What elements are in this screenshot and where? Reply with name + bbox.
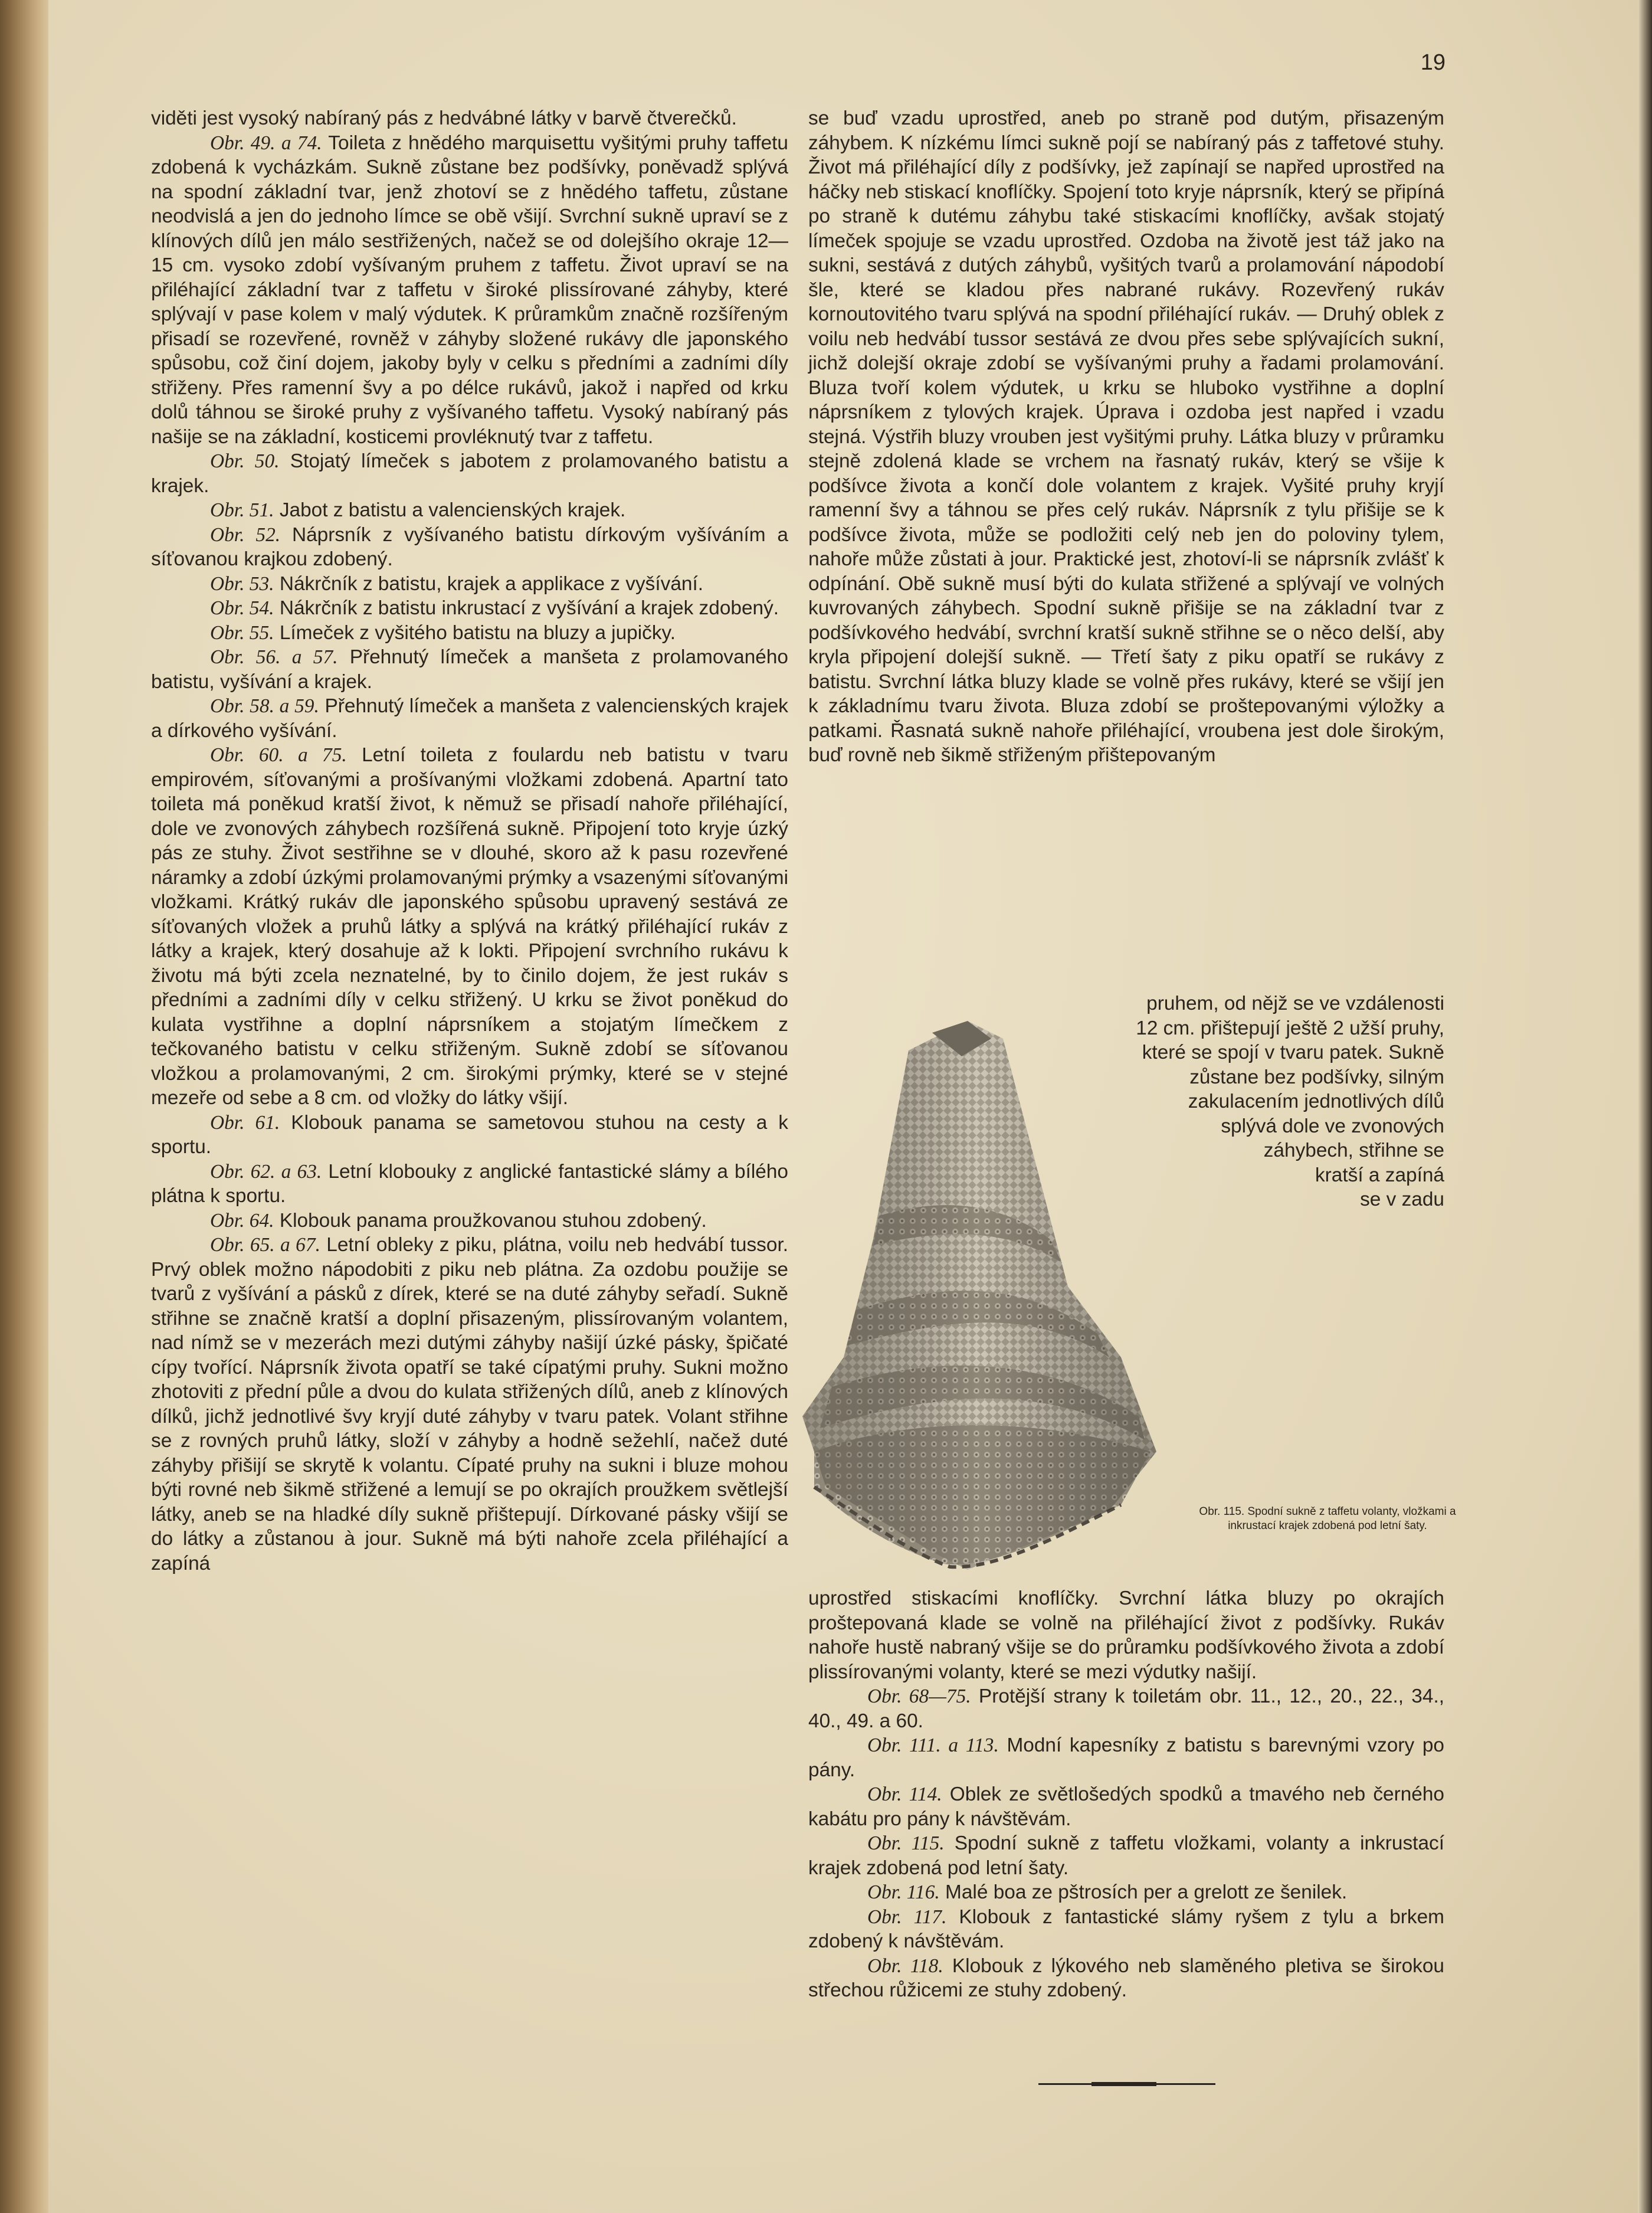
paragraph: se buď vzadu uprostřed, aneb po straně pod dutým, přisazeným záhybem. K nízkému límci sukně pojí se nabíraný pás z taffetové stuhy. Život má přiléhající díly z podšívky, jež zapínají se napřed uprostřed na háčky neb stiskací knoflíčky. Spojení toto kryje náprsník, který se připíná po straně k dutému záhybu také stiskacími knoflíčky, avšak stojatý límeček spojuje se vzadu uprostřed. Ozdoba na životě jest táž jako na sukni, sestává z dutých záhybů, vyšitých tvarů a prolamování nápodobí šle, které se kladou přes nabrané rukávy. Rozevřený rukáv kornoutovitého tvaru splývá na spodní přiléhající rukáv. — Druhý oblek z voilu neb hedvábí tussor sestává ze dvou přes sebe splývajících sukní, jichž dolejší okraje zdobí se vyšívanými pruhy a řadami prolamování. Bluza tvoří kolem výdutek, u krku se hluboko vystřihne a doplní náprsníkem z tylových krajek. Úprava i ozdoba jest napřed i vzadu stejná. Výstřih bluzy vrouben jest vyšitými pruhy. Látka bluzy v průramku stejně zdolená klade se vrchem na řasnatý rukáv, který se všije k podšívce života a končí dole volantem z krajek. Vyšité pruhy kryjí ramenní švy a táhnou se přes celý rukáv. Náprsník z tylu přišije se k podšívce života, může se podložiti celý neb jen do poloviny tylem, nahoře může zůstati à jour. Praktické jest, zhotoví-li se náprsník zvlášť k odpínání. Obě sukně musí býti do kulata střižené a splývají ve volných kuvrovaných záhybech. Spodní sukně přišije se na základní tvar z podšívkového hedvábí, svrchní kratší sukně střihne se o něco delší, aby kryla připojení dolejší sukně. — Třetí šaty z piku opatří se rukávy z batistu. Svrchní látka bluzy klade se volně přes rukávy, které se všijí jen k základnímu tvaru života. Bluza zdobí se proštepovanými výložky a patkami. Řasnatá sukně nahoře přiléhající, vroubena jest dole širokým, buď rovně neb šikmě střiženým přištepovaným (808, 107, 1444, 766)
figure-reference: Obr. 114. (867, 1783, 942, 1805)
paragraph-text: Protější strany k toiletám obr. 11., 12., 20., 22., 34., 40., 49. a 60. (808, 1685, 1444, 1732)
paragraph (151, 1209, 788, 1233)
wrap-line: splývá dole ve zvonových (1221, 1115, 1444, 1137)
figure-caption: Obr. 115. Spodní sukně z taffetu volanty, vložkami a inkrustací krajek zdobená pod letní šaty. (1199, 1505, 1456, 1532)
wrap-line: zakulacením jednotlivých dílů (1188, 1091, 1444, 1112)
paragraph-text: Stojatý límeček s jabotem z prolamovaného batistu a krajek. (151, 450, 788, 497)
paragraph-text: Klobouk z lýkového neb slaměného pletiva se širokou střechou růžicemi ze stuhy zdobený. (808, 1955, 1444, 2001)
figure-reference: Obr. 111. a 113. (867, 1734, 999, 1756)
paragraph (808, 1905, 1444, 1954)
wrap-line: kratší a zapíná (1315, 1164, 1444, 1186)
figure-reference: Obr. 49. a 74. (210, 132, 322, 154)
paragraph (151, 131, 788, 450)
paragraph (151, 1233, 788, 1576)
paragraph-text: Letní klobouky z anglické fantastické slámy a bílého plátna k sportu. (151, 1160, 789, 1207)
paragraph-text: Oblek ze světlošedých spodků a tmavého neb černého kabátu pro pány k návštěvám. (808, 1783, 1444, 1830)
figure-reference: Obr. 60. a 75. (210, 744, 347, 766)
paragraph-text: Malé boa ze pštrosích per a grelott ze šenilek. (939, 1881, 1348, 1903)
paragraph-text: Náprsník z vyšívaného batistu dírkovým vyšíváním a síťovanou krajkou zdobený. (151, 523, 788, 570)
wrap-line: zůstane bez podšívky, silným (1189, 1066, 1444, 1088)
figure-reference: Obr. 68—75. (867, 1685, 971, 1707)
paragraph (151, 694, 788, 743)
figure-reference: Obr. 64. (210, 1209, 274, 1232)
figure-reference: Obr. 117. (867, 1906, 947, 1928)
paragraph (151, 743, 788, 1111)
paragraph (808, 1586, 1444, 1684)
paragraph-text: Nákrčník z batistu, krajek a applikace z vyšívání. (274, 572, 704, 595)
wrap-line: které se spojí v tvaru patek. Sukně (1142, 1042, 1444, 1063)
paragraph-text: viděti jest vysoký nabíraný pás z hedvábné látky v barvě čtverečků. (151, 107, 737, 129)
figure-reference: Obr. 118. (867, 1955, 943, 1977)
paragraph-text: Jabot z batistu a valencienských krajek. (274, 499, 626, 521)
right-column-top (808, 106, 1444, 768)
paragraph-text: Spodní sukně z taffetu vložkami, volanty a inkrustací krajek zdobená pod letní šaty. (808, 1832, 1444, 1879)
paragraph (151, 1160, 788, 1209)
wrap-line: se v zadu (1360, 1189, 1444, 1210)
end-rule-ornament (1092, 2082, 1156, 2086)
figure-reference: Obr. 52. (210, 523, 281, 546)
paragraph (151, 621, 788, 646)
figure-reference: Obr. 51. (210, 499, 274, 521)
paragraph-text: Letní obleky z piku, plátna, voilu neb hedvábí tussor. Prvý oblek možno nápodobiti z piku neb plátna. Za ozdobu použije se tvarů z vyšívání a pásků z dírek, které se na duté záhyby seřadí. Sukně střihne se značně kratší a doplní přisazeným, plissírovaným volantem, nad nímž se v mezerách mezi dutými záhyby našijí úzké pásky, špičaté cípy tvořící. Náprsník života opatří se také cípatými pruhy. Sukni možno zhotoviti z přední půle a dvou do kulata střižených dílů, aneb z klínových dílků, jichž jednotlivé švy kryjí duté záhyby v tvaru patek. Volant střihne se z rovných pruhů látky, složí v záhyby a hodně sežehlí, načež duté záhyby přišijí se skrytě k volantu. Cípaté pruhy na sukni i bluze mohou býti rovné neb šikmě střižené a lemují se po okrajích proužkem světlejší látky, aneb se na hladké díly sukně přištepují. Dírkované pásky všijí se do látky a zůstanou à jour. Sukně má býti nahoře zcela přiléhající a zapíná (151, 1234, 788, 1574)
paragraph-text: Nákrčník z batistu inkrustací z vyšívání a krajek zdobený. (274, 597, 779, 619)
paragraph (151, 1111, 788, 1160)
figure-reference: Obr. 61. (210, 1111, 280, 1134)
figure-reference: Obr. 54. (210, 597, 274, 619)
paragraph (151, 449, 788, 498)
paragraph (808, 1684, 1444, 1733)
figure-reference: Obr. 53. (210, 572, 274, 595)
paragraph (151, 106, 788, 131)
paragraph-text: Modní kapesníky z batistu s barevnými vzory po pány. (808, 1734, 1444, 1781)
left-column (151, 106, 788, 1576)
figure-reference: Obr. 58. a 59. (210, 695, 319, 717)
paragraph (808, 1831, 1444, 1880)
figure-reference: Obr. 62. a 63. (210, 1160, 322, 1183)
paragraph-text: Límeček z vyšitého batistu na bluzy a jupičky. (274, 621, 676, 644)
figure-reference: Obr. 115. (867, 1832, 945, 1854)
right-column-bottom (808, 1586, 1444, 2003)
figure-reference: Obr. 50. (210, 450, 280, 472)
paragraph-text: Klobouk panama proužkovanou stuhou zdobený. (274, 1209, 707, 1232)
paragraph (808, 1954, 1444, 2003)
paragraph (808, 1733, 1444, 1782)
figure-reference: Obr. 116. (867, 1881, 940, 1903)
paragraph (808, 1880, 1444, 1905)
wrap-line: 12 cm. přištepují ještě 2 užší pruhy, (1136, 1017, 1444, 1039)
wrap-line: pruhem, od nějž se ve vzdálenosti (1146, 993, 1444, 1014)
figure-reference: Obr. 56. a 57. (210, 646, 338, 668)
paragraph-text: Letní toileta z foulardu neb batistu v tvaru empirovém, síťovanými a prošívanými vložkami zdobená. Apartní tato toileta má poněkud kratší život, k němuž se přisadí nahoře přiléhající, dole ve zvonových záhybech rozšířená sukně. Připojení toto kryje úzký pás ze stuhy. Život sestřihne se v dlouhé, skoro až k pasu rozevřené náramky a zdobí úzkými prolamovanými prýmky a vsazenými síťovanými vložkami. Krátký rukáv dle japonského spůsobu upravený sestává ze síťovaných vložek a pruhů látky a splývá na krátký přiléhající rukáv z látky a krajek, který dosahuje až k lokti. Připojení svrchního rukávu k životu má býti zcela neznatelné, by to činilo dojem, že jest rukáv s předními a zadními díly v celku střižený. U krku se život poněkud do kulata vystřihne a doplní náprsníkem a stojatým límečkem z tečkovaného batistu v celku střiženým. Sukně zdobí se síťovanou vložkou a prolamovanými, 2 cm. širokými prýmky, které se v stejné mezeře od sebe a 8 cm. od vložky do látky všijí. (151, 744, 788, 1109)
paragraph-text: Klobouk z fantastické slámy ryšem z tylu a brkem zdobený k návštěvám. (808, 1906, 1444, 1952)
paragraph (151, 645, 788, 694)
paragraph-text: Klobouk panama se sametovou stuhou na cesty a k sportu. (151, 1111, 788, 1158)
wrap-line: záhybech, střihne se (1263, 1140, 1444, 1161)
book-spine (0, 0, 48, 2213)
paragraph-text: Toileta z hnědého marquisettu vyšitými pruhy taffetu zdobená k vycházkám. Sukně zůstane bez podšívky, poněvadž splývá na spodní základní tvar, jenž zhotoví se z hnědého taffetu, zůstane neodvislá a jen do jednoho límce se obě všijí. Svrchní sukně upraví se z klínových dílů jen málo sestřižených, načež se od dolejšího okraje 12—15 cm. vysoko zdobí vyšívaným pruhem z taffetu. Život upraví se na přiléhající základní tvar z taffetu v široké plissírované záhyby, které splývají v pase kolem v malý výdutek. K průramkům značně rozšířeným přisadí se rozevřené, rovněž v záhyby složené rukávy dle japonského spůsobu, což činí dojem, jakoby byly v celku s předními a zadními díly střiženy. Přes ramenní švy a po délce rukávů, jakož i napřed od krku dolů táhnou se široké pruhy z vyšívaného taffetu. Vysoký nabíraný pás našije se na základní, kosticemi provléknutý tvar z taffetu. (151, 132, 788, 448)
paragraph (151, 572, 788, 597)
page-edge (1638, 0, 1652, 2213)
paragraph (808, 1782, 1444, 1831)
paragraph (151, 523, 788, 572)
wrap-text-block (808, 991, 1444, 1212)
figure-reference: Obr. 55. (210, 621, 274, 644)
paragraph (151, 596, 788, 621)
page-number: 19 (1420, 50, 1446, 75)
paragraph-text: Přehnutý límeček a manšeta z prolamovaného batistu, vyšívání a krajek. (151, 646, 788, 693)
figure-reference: Obr. 65. a 67. (210, 1234, 320, 1256)
paragraph (151, 498, 788, 523)
paragraph-text: Přehnutý límeček a manšeta z valencienských krajek a dírkového vyšívání. (151, 695, 788, 742)
paragraph-text: uprostřed stiskacími knoflíčky. Svrchní látka bluzy po okrajích proštepovaná klade se volně na přiléhající život z podšívky. Rukáv nahoře hustě nabraný všije se do průramku podšívkového života a zdobí plissírovanými volanty, které se mezi výdutky našijí. (808, 1587, 1444, 1683)
